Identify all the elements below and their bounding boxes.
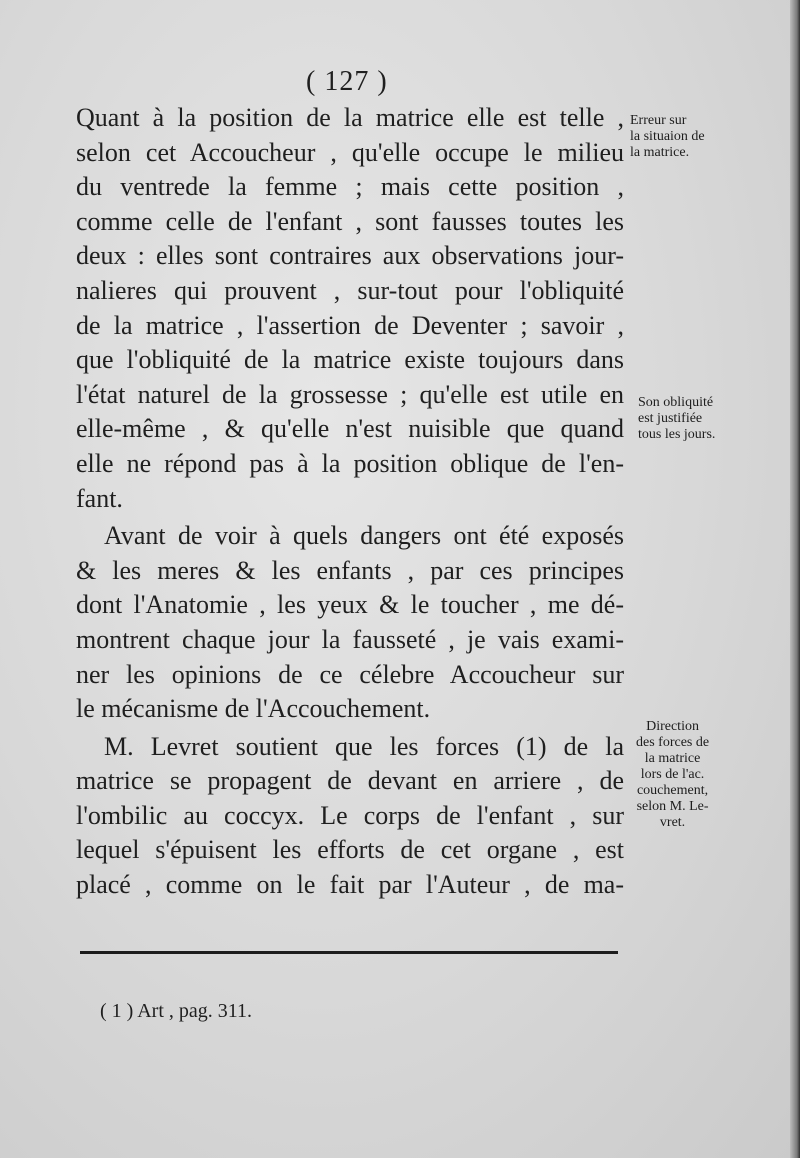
text-line: que l'obliquité de la matrice existe toujours dans: [76, 345, 624, 375]
margin-note-line: la matrice: [644, 751, 701, 766]
margin-note-line: vret.: [659, 815, 686, 830]
text-line: deux : elles sont contraires aux observations jour-: [76, 241, 624, 271]
margin-note-line: Son obliquité: [638, 395, 714, 410]
text-line: elle ne répond pas à la position oblique de l'en-: [76, 448, 624, 478]
margin-note-line: la situaion de: [630, 129, 705, 144]
margin-note-obliquite: [638, 395, 715, 443]
margin-note-line: Direction: [646, 719, 699, 734]
text-line: le mécanisme de l'Accouchement.: [76, 694, 431, 724]
margin-note-line: lors de l'ac.: [640, 767, 705, 782]
margin-note-line: tous les jours.: [638, 427, 716, 442]
text-line: selon cet Accoucheur , qu'elle occupe le milieu: [76, 137, 624, 167]
margin-note-line: est justifiée: [638, 411, 703, 426]
margin-note-erreur: [630, 113, 705, 161]
margin-note-line: la matrice.: [630, 145, 690, 160]
text-line: l'ombilic au coccyx. Le corps de l'enfant , sur: [76, 800, 624, 830]
text-line: ner les opinions de ce célebre Accoucheur sur: [76, 659, 624, 689]
text-line: matrice se propagent de devant en arriere , de: [76, 766, 624, 796]
text-line: Quant à la position de la matrice elle est telle ,: [76, 103, 624, 132]
text-line: placé , comme on le fait par l'Auteur , de ma-: [76, 870, 624, 900]
text-line: & les meres & les enfants , par ces principes: [76, 555, 624, 585]
footnote: ( 1 ) Art , pag. 311.: [100, 1000, 253, 1022]
text-line: fant.: [76, 483, 123, 513]
margin-note-line: des forces de: [636, 735, 710, 750]
text-line: nalieres qui prouvent , sur-tout pour l'obliquité: [76, 275, 624, 305]
margin-note-line: couchement,: [636, 783, 709, 798]
text-line: de la matrice , l'assertion de Deventer ; savoir ,: [76, 310, 624, 340]
text-line: dont l'Anatomie , les yeux & le toucher , me dé-: [76, 590, 624, 620]
page-edge-shadow: [790, 0, 800, 1158]
text-line: M. Levret soutient que les forces (1) de la: [104, 731, 624, 761]
text-line: du ventrede la femme ; mais cette position ,: [76, 172, 624, 202]
text-line: montrent chaque jour la fausseté , je vais exami-: [76, 624, 624, 654]
main-text: [76, 101, 624, 903]
footnote-rule: [80, 951, 618, 954]
text-line: elle-même , & qu'elle n'est nuisible que quand: [76, 414, 624, 444]
text-line: lequel s'épuisent les efforts de cet organe , est: [76, 835, 624, 865]
margin-note-direction: [636, 719, 709, 831]
text-line: Avant de voir à quels dangers ont été exposés: [104, 521, 624, 551]
text-line: comme celle de l'enfant , sont fausses toutes les: [76, 206, 624, 236]
margin-note-line: Erreur sur: [630, 113, 687, 128]
margin-note-line: selon M. Le-: [636, 799, 709, 814]
page-number: ( 127 ): [306, 66, 388, 97]
text-line: l'état naturel de la grossesse ; qu'elle est utile en: [76, 379, 624, 409]
